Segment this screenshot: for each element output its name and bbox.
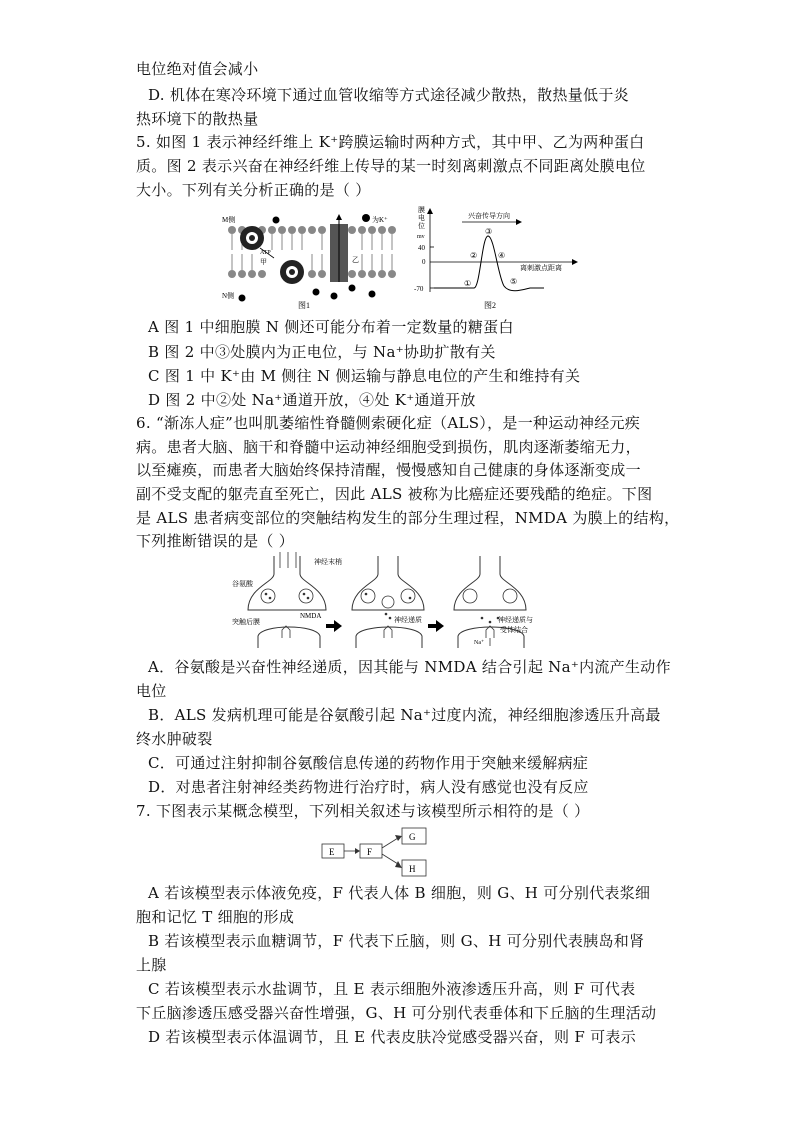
text-line: 下丘脑渗透压感受器兴奋性增强，G、H 可分别代表垂体和下丘脑的生理活动 xyxy=(136,1004,657,1022)
y-axis-label-1: 膜 xyxy=(418,206,425,214)
postsynaptic-label: 突触后膜 xyxy=(232,618,260,626)
text-line: 是 ALS 患者病变部位的突触结构发生的部分生理过程，NMDA 为膜上的结构， xyxy=(136,509,680,527)
question-5-stem: 5. 如图 1 表示神经纤维上 K⁺跨膜运输时两种方式，其中甲、乙为两种蛋白 xyxy=(136,133,645,151)
glutamate-label: 谷氨酸 xyxy=(232,580,253,588)
figure-4-concept-model xyxy=(320,826,432,878)
protein-yi-label: 乙 xyxy=(352,256,359,264)
text-line: 上腺 xyxy=(136,956,167,974)
figure-2-caption: 图2 xyxy=(484,301,496,310)
box-g: G xyxy=(409,832,416,842)
text-line: 副不受支配的躯壳直至死亡，因此 ALS 被称为比癌症还要残酷的绝症。下图 xyxy=(136,485,653,503)
option-b: B．ALS 发病机理可能是谷氨酸引起 Na⁺过度内流，神经细胞渗透压升高最 xyxy=(148,706,661,724)
protein-jia-label: 甲 xyxy=(260,258,267,266)
unit-label: mv xyxy=(417,234,425,240)
n-side-label: N侧 xyxy=(222,292,235,300)
y-axis-label-3: 位 xyxy=(418,222,425,230)
option-a: A 图 1 中细胞膜 N 侧还可能分布着一定数量的糖蛋白 xyxy=(148,318,514,336)
point-2: ② xyxy=(470,251,478,260)
x-axis-label: 离刺激点距离 xyxy=(520,264,562,272)
option-b: B 若该模型表示血糖调节，F 代表下丘脑，则 G、H 可分别代表胰岛和肾 xyxy=(148,932,645,950)
box-f: F xyxy=(367,847,373,857)
text-line: 终水肿破裂 xyxy=(136,730,213,748)
option-c: C 若该模型表示水盐调节，且 E 表示细胞外液渗透压升高，则 F 可代表 xyxy=(148,980,636,998)
point-3: ③ xyxy=(485,227,493,236)
option-d: D 若该模型表示体温调节，且 E 代表皮肤冷觉感受器兴奋，则 F 可表示 xyxy=(148,1028,637,1046)
atp-label: ATP xyxy=(260,250,271,256)
option-d: D．对患者注射神经类药物进行治疗时，病人没有感觉也没有反应 xyxy=(148,778,589,796)
option-c: C 图 1 中 K⁺由 M 侧往 N 侧运输与静息电位的产生和维持有关 xyxy=(148,367,581,385)
text-line: 热环境下的散热量 xyxy=(136,110,259,128)
option-c: C．可通过注射抑制谷氨酸信息传递的药物作用于突触来缓解病症 xyxy=(148,754,589,772)
binding-label-1: 神经递质与 xyxy=(498,616,533,624)
point-4: ④ xyxy=(498,251,506,260)
point-5: ⑤ xyxy=(510,277,518,286)
option-b: B 图 2 中③处膜内为正电位，与 Na⁺协助扩散有关 xyxy=(148,343,496,361)
text-line: 质。图 2 表示兴奋在神经纤维上传导的某一时刻离刺激点不同距离处膜电位 xyxy=(136,157,646,175)
option-a: A．谷氨酸是兴奋性神经递质，因其能与 NMDA 结合引起 Na⁺内流产生动作 xyxy=(148,658,671,676)
option-d-prev: D. 机体在寒冷环境下通过血管收缩等方式途径减少散热，散热量低于炎 xyxy=(148,86,629,104)
tick-neg70: -70 xyxy=(414,285,424,293)
figure-1-caption: 图1 xyxy=(298,301,310,310)
figure-1-membrane-diagram xyxy=(222,210,410,312)
option-d: D 图 2 中②处 Na⁺通道开放，④处 K⁺通道开放 xyxy=(148,391,476,409)
tick-40: 40 xyxy=(418,244,425,252)
box-e: E xyxy=(329,847,335,857)
question-6-stem: 6. “渐冻人症”也叫肌萎缩性脊髓侧索硬化症（ALS），是一种运动神经元疾 xyxy=(136,414,641,432)
box-h: H xyxy=(409,864,416,874)
figure-2-potential-graph xyxy=(414,206,582,312)
k-ion-label: 为K⁺ xyxy=(372,216,388,224)
text-line: 以至瘫痪，而患者大脑始终保持清醒，慢慢感知自己健康的身体逐渐变成一 xyxy=(136,461,641,479)
binding-label-2: 受体结合 xyxy=(500,626,528,634)
tick-0: 0 xyxy=(422,258,426,266)
text-line: 电位绝对值会减小 xyxy=(136,60,259,78)
text-line: 下列推断错误的是（ ） xyxy=(136,532,295,550)
figure-3-synapse-diagram xyxy=(228,552,564,648)
point-1: ① xyxy=(464,279,472,288)
text-line: 大小。下列有关分析正确的是（ ） xyxy=(136,181,371,199)
nerve-ending-label: 神经末梢 xyxy=(314,558,342,566)
text-line: 电位 xyxy=(136,682,167,700)
question-7-stem: 7. 下图表示某概念模型，下列相关叙述与该模型所示相符的是（ ） xyxy=(136,802,590,820)
transmitter-label: 神经递质 xyxy=(394,616,422,624)
text-line: 病。患者大脑、脑干和脊髓中运动神经细胞受到损伤，肌肉逐渐萎缩无力， xyxy=(136,438,641,456)
na-label: Na⁺ xyxy=(474,640,485,646)
y-axis-label-2: 电 xyxy=(418,214,425,222)
nmda-label: NMDA xyxy=(300,612,322,620)
option-a: A 若该模型表示体液免疫，F 代表人体 B 细胞，则 G、H 可分别代表浆细 xyxy=(148,884,651,902)
direction-label: 兴奋传导方向 xyxy=(468,212,510,220)
text-line: 胞和记忆 T 细胞的形成 xyxy=(136,908,295,926)
m-side-label: M侧 xyxy=(222,216,236,224)
